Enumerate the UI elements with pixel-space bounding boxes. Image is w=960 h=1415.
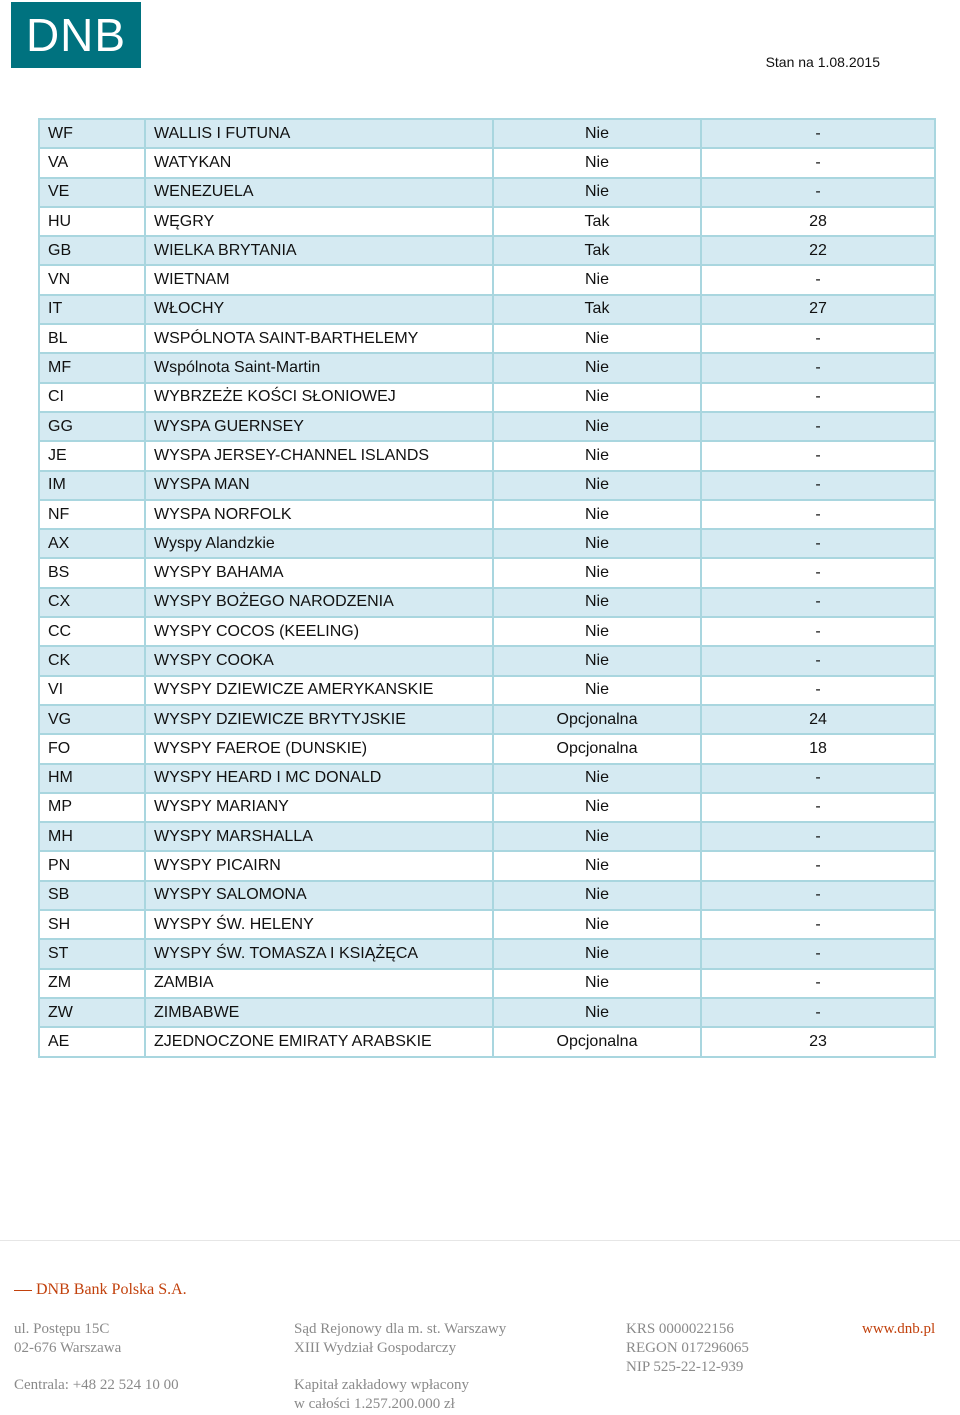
country-name-cell: WYSPY COOKA — [145, 646, 493, 675]
table-row — [39, 822, 935, 851]
value-cell: - — [701, 383, 935, 412]
country-name-cell: WYSPA GUERNSEY — [145, 412, 493, 441]
dnb-logo: DNB — [11, 2, 141, 68]
country-code-cell: JE — [39, 441, 145, 470]
value-cell: - — [701, 793, 935, 822]
country-name-cell: WYSPY SALOMONA — [145, 881, 493, 910]
footer-bank-name — [14, 1280, 187, 1299]
table-row — [39, 471, 935, 500]
country-code-cell: IM — [39, 471, 145, 500]
value-cell: - — [701, 529, 935, 558]
footer-address — [14, 1320, 121, 1358]
country-table — [38, 118, 936, 1058]
footer-registry — [626, 1320, 749, 1377]
country-name-cell: WALLIS I FUTUNA — [145, 119, 493, 148]
table-row — [39, 207, 935, 236]
country-code-cell: ST — [39, 939, 145, 968]
value-cell: - — [701, 441, 935, 470]
country-code-cell: AX — [39, 529, 145, 558]
status-cell: Opcjonalna — [493, 1027, 701, 1056]
value-cell: 18 — [701, 734, 935, 763]
country-code-cell: IT — [39, 295, 145, 324]
status-cell: Opcjonalna — [493, 705, 701, 734]
status-cell: Nie — [493, 148, 701, 177]
table-row — [39, 939, 935, 968]
country-name-cell: WYSPY ŚW. HELENY — [145, 910, 493, 939]
country-code-cell: SH — [39, 910, 145, 939]
table-row — [39, 412, 935, 441]
country-code-cell: CX — [39, 588, 145, 617]
country-name-cell: WYSPY MARIANY — [145, 793, 493, 822]
country-code-cell: HU — [39, 207, 145, 236]
status-cell: Nie — [493, 676, 701, 705]
country-name-cell: WYSPY FAEROE (DUNSKIE) — [145, 734, 493, 763]
status-cell: Nie — [493, 558, 701, 587]
status-cell: Nie — [493, 588, 701, 617]
nip-number: NIP 525-22-12-939 — [626, 1359, 744, 1375]
table-row — [39, 881, 935, 910]
country-code-cell: PN — [39, 851, 145, 880]
table-row — [39, 265, 935, 294]
status-cell: Nie — [493, 383, 701, 412]
status-cell: Nie — [493, 529, 701, 558]
country-code-cell: MP — [39, 793, 145, 822]
country-name-cell: WENEZUELA — [145, 178, 493, 207]
country-name-cell: ZIMBABWE — [145, 998, 493, 1027]
country-code-cell: VG — [39, 705, 145, 734]
footer-court — [294, 1320, 506, 1358]
table-row — [39, 529, 935, 558]
status-cell: Nie — [493, 265, 701, 294]
status-cell: Tak — [493, 295, 701, 324]
country-code-cell: VI — [39, 676, 145, 705]
table-row — [39, 588, 935, 617]
country-code-cell: VN — [39, 265, 145, 294]
table-row — [39, 558, 935, 587]
country-name-cell: WIETNAM — [145, 265, 493, 294]
value-cell: - — [701, 558, 935, 587]
value-cell: - — [701, 939, 935, 968]
document-date: Stan na 1.08.2015 — [765, 54, 880, 70]
footer-capital — [294, 1376, 469, 1414]
table-row — [39, 764, 935, 793]
country-name-cell: WYSPA NORFOLK — [145, 500, 493, 529]
status-cell: Nie — [493, 119, 701, 148]
status-cell: Nie — [493, 851, 701, 880]
address-line1: ul. Postępu 15C — [14, 1321, 110, 1337]
footer-divider — [0, 1240, 960, 1241]
country-name-cell: WYSPY ŚW. TOMASZA I KSIĄŻĘCA — [145, 939, 493, 968]
value-cell: - — [701, 969, 935, 998]
country-code-cell: ZM — [39, 969, 145, 998]
table-row — [39, 441, 935, 470]
value-cell: - — [701, 910, 935, 939]
status-cell: Tak — [493, 207, 701, 236]
country-name-cell: WYSPY HEARD I MC DONALD — [145, 764, 493, 793]
country-code-cell: MF — [39, 353, 145, 382]
value-cell: - — [701, 353, 935, 382]
value-cell: 24 — [701, 705, 935, 734]
value-cell: - — [701, 178, 935, 207]
country-name-cell: Wyspy Alandzkie — [145, 529, 493, 558]
value-cell: - — [701, 676, 935, 705]
value-cell: - — [701, 148, 935, 177]
table-row — [39, 236, 935, 265]
status-cell: Opcjonalna — [493, 734, 701, 763]
country-name-cell: WYSPY MARSHALLA — [145, 822, 493, 851]
table-row — [39, 617, 935, 646]
table-row — [39, 500, 935, 529]
table-row — [39, 295, 935, 324]
status-cell: Nie — [493, 412, 701, 441]
country-code-cell: ZW — [39, 998, 145, 1027]
value-cell: - — [701, 881, 935, 910]
country-name-cell: ZJEDNOCZONE EMIRATY ARABSKIE — [145, 1027, 493, 1056]
country-code-cell: BL — [39, 324, 145, 353]
table-row — [39, 969, 935, 998]
capital-line1: Kapitał zakładowy wpłacony — [294, 1377, 469, 1393]
country-name-cell: WŁOCHY — [145, 295, 493, 324]
country-code-cell: CI — [39, 383, 145, 412]
table-row — [39, 998, 935, 1027]
value-cell: - — [701, 851, 935, 880]
country-code-cell: FO — [39, 734, 145, 763]
value-cell: - — [701, 646, 935, 675]
table-row — [39, 148, 935, 177]
footer-phone: Centrala: +48 22 524 10 00 — [14, 1377, 179, 1393]
court-line2: XIII Wydział Gospodarczy — [294, 1340, 457, 1356]
value-cell: - — [701, 500, 935, 529]
status-cell: Nie — [493, 939, 701, 968]
value-cell: 22 — [701, 236, 935, 265]
table-row — [39, 324, 935, 353]
country-name-cell: WYSPY DZIEWICZE AMERYKANSKIE — [145, 676, 493, 705]
country-name-cell: WYSPY COCOS (KEELING) — [145, 617, 493, 646]
status-cell: Nie — [493, 441, 701, 470]
status-cell: Nie — [493, 471, 701, 500]
country-name-cell: ZAMBIA — [145, 969, 493, 998]
value-cell: - — [701, 119, 935, 148]
country-code-cell: GG — [39, 412, 145, 441]
bank-name-text: DNB Bank Polska S.A. — [36, 1281, 187, 1298]
country-name-cell: WĘGRY — [145, 207, 493, 236]
country-name-cell: Wspólnota Saint-Martin — [145, 353, 493, 382]
country-code-cell: GB — [39, 236, 145, 265]
country-code-cell: AE — [39, 1027, 145, 1056]
status-cell: Nie — [493, 969, 701, 998]
value-cell: 28 — [701, 207, 935, 236]
value-cell: - — [701, 764, 935, 793]
regon-number: REGON 017296065 — [626, 1340, 749, 1356]
country-code-cell: CC — [39, 617, 145, 646]
table-row — [39, 178, 935, 207]
value-cell: - — [701, 822, 935, 851]
country-code-cell: VA — [39, 148, 145, 177]
table-row — [39, 119, 935, 148]
table-row — [39, 353, 935, 382]
status-cell: Nie — [493, 793, 701, 822]
status-cell: Tak — [493, 236, 701, 265]
country-name-cell: WSPÓLNOTA SAINT-BARTHELEMY — [145, 324, 493, 353]
country-name-cell: WYBRZEŻE KOŚCI SŁONIOWEJ — [145, 383, 493, 412]
status-cell: Nie — [493, 324, 701, 353]
status-cell: Nie — [493, 646, 701, 675]
table-row — [39, 734, 935, 763]
country-name-cell: WATYKAN — [145, 148, 493, 177]
table-row — [39, 705, 935, 734]
value-cell: 27 — [701, 295, 935, 324]
table-row — [39, 793, 935, 822]
country-name-cell: WYSPY PICAIRN — [145, 851, 493, 880]
table-row — [39, 851, 935, 880]
status-cell: Nie — [493, 764, 701, 793]
value-cell: - — [701, 617, 935, 646]
table-row — [39, 1027, 935, 1056]
status-cell: Nie — [493, 822, 701, 851]
court-line1: Sąd Rejonowy dla m. st. Warszawy — [294, 1321, 507, 1337]
value-cell: - — [701, 265, 935, 294]
country-name-cell: WYSPY BAHAMA — [145, 558, 493, 587]
value-cell: 23 — [701, 1027, 935, 1056]
country-name-cell: WYSPY DZIEWICZE BRYTYJSKIE — [145, 705, 493, 734]
address-line2: 02-676 Warszawa — [14, 1340, 122, 1356]
country-name-cell: WYSPA MAN — [145, 471, 493, 500]
table-row — [39, 383, 935, 412]
country-code-cell: SB — [39, 881, 145, 910]
status-cell: Nie — [493, 881, 701, 910]
status-cell: Nie — [493, 998, 701, 1027]
status-cell: Nie — [493, 617, 701, 646]
country-name-cell: WYSPA JERSEY-CHANNEL ISLANDS — [145, 441, 493, 470]
website-link[interactable]: www.dnb.pl — [862, 1321, 936, 1337]
table-row — [39, 646, 935, 675]
country-code-cell: CK — [39, 646, 145, 675]
status-cell: Nie — [493, 910, 701, 939]
country-name-cell: WYSPY BOŻEGO NARODZENIA — [145, 588, 493, 617]
value-cell: - — [701, 588, 935, 617]
krs-number: KRS 0000022156 — [626, 1321, 734, 1337]
status-cell: Nie — [493, 500, 701, 529]
capital-line2: w całości 1.257.200.000 zł — [294, 1396, 455, 1412]
country-name-cell: WIELKA BRYTANIA — [145, 236, 493, 265]
value-cell: - — [701, 998, 935, 1027]
country-code-cell: MH — [39, 822, 145, 851]
status-cell: Nie — [493, 353, 701, 382]
value-cell: - — [701, 412, 935, 441]
table-row — [39, 910, 935, 939]
country-code-cell: NF — [39, 500, 145, 529]
value-cell: - — [701, 324, 935, 353]
country-code-cell: VE — [39, 178, 145, 207]
table-row — [39, 676, 935, 705]
value-cell: - — [701, 471, 935, 500]
country-code-cell: HM — [39, 764, 145, 793]
country-code-cell: WF — [39, 119, 145, 148]
status-cell: Nie — [493, 178, 701, 207]
country-code-cell: BS — [39, 558, 145, 587]
